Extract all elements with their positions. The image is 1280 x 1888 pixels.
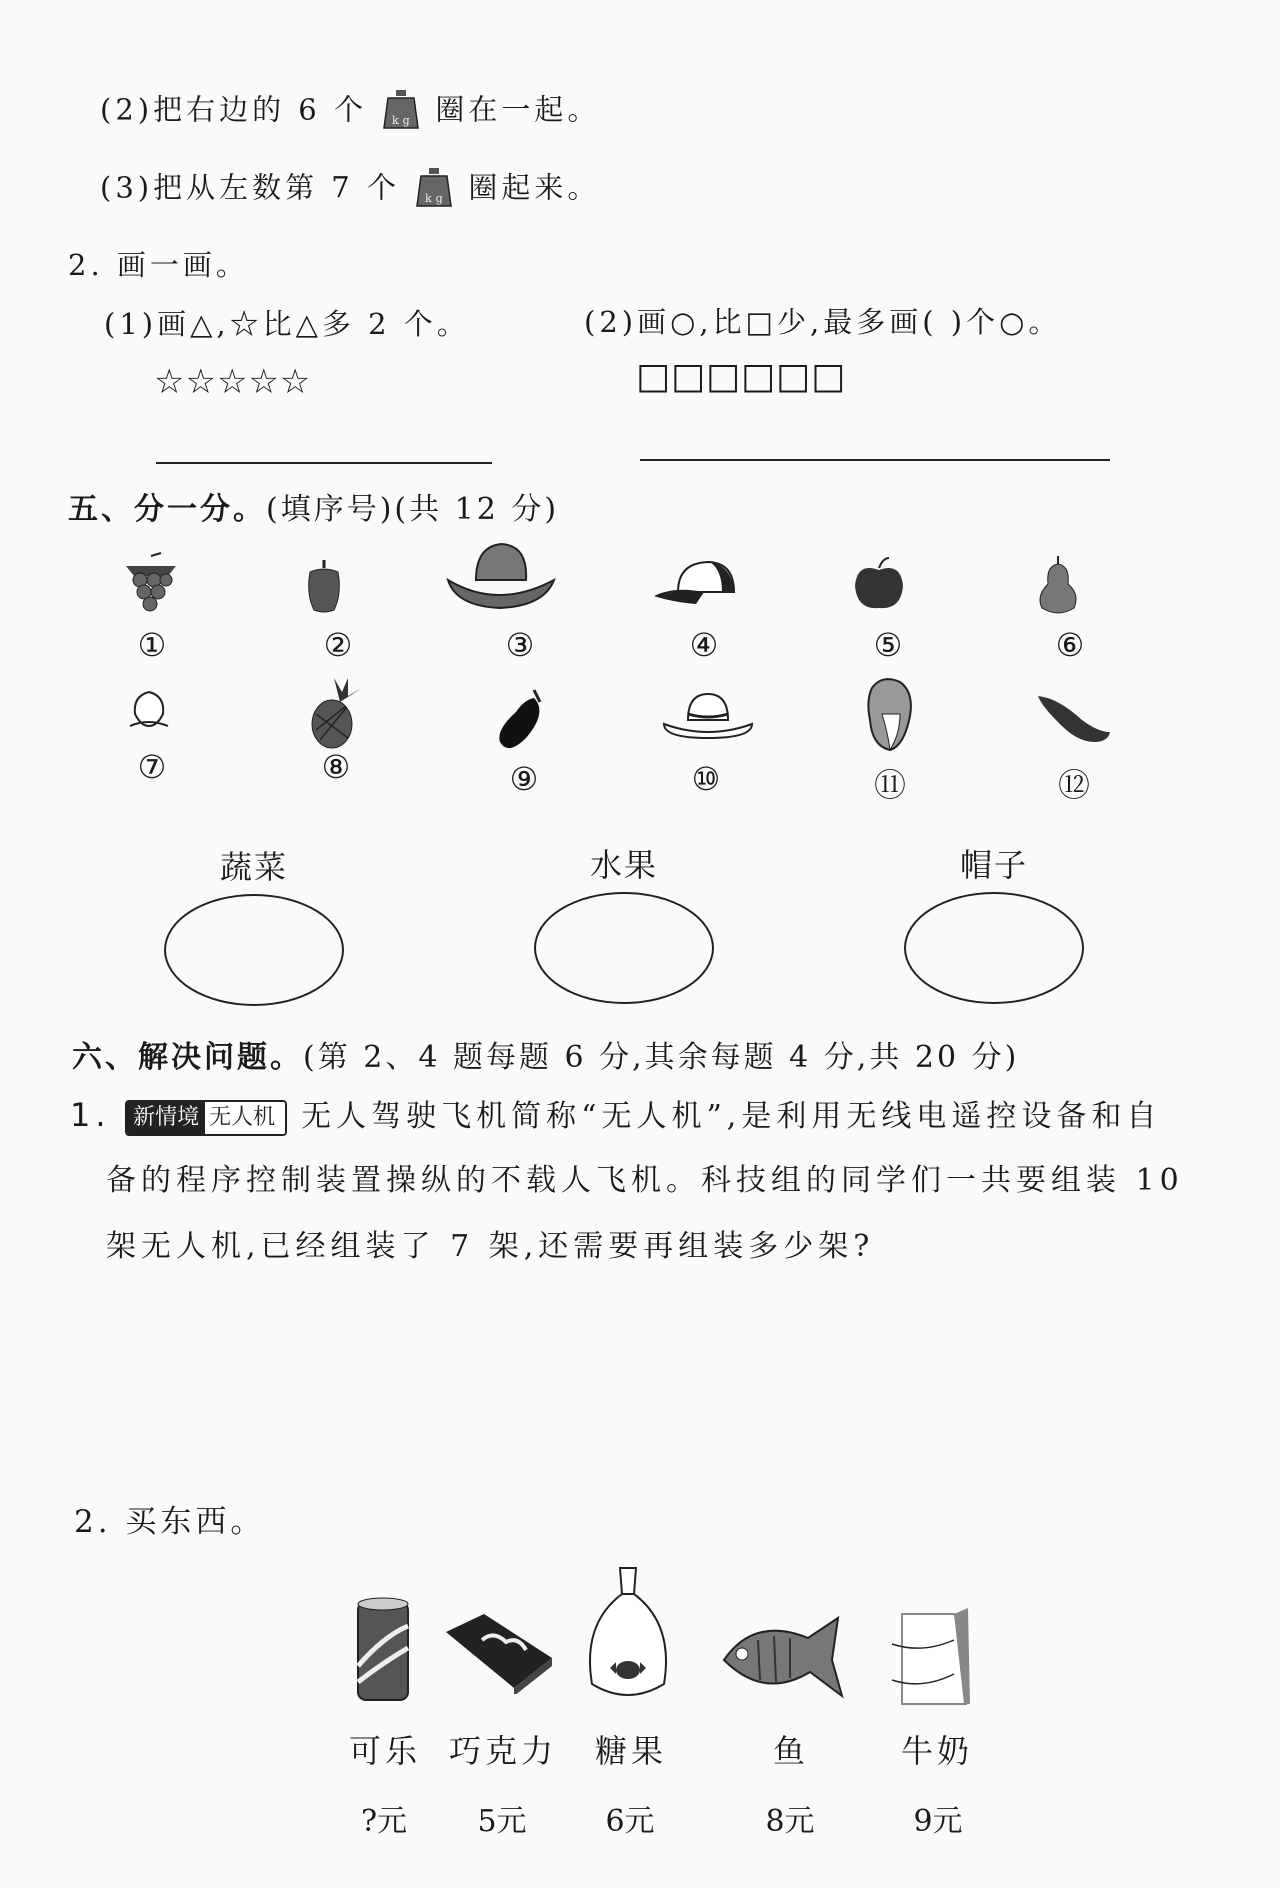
problem-1-line-1 <box>70 1082 1161 1150</box>
answer-oval-vegetables[interactable] <box>164 894 344 1006</box>
candy-bag-icon <box>588 1560 668 1708</box>
problem-1-number: 1. <box>70 1096 111 1134</box>
svg-text:kg: kg <box>392 114 414 127</box>
answer-oval-fruits[interactable] <box>534 892 714 1004</box>
eggplant-icon <box>494 686 550 754</box>
section-6-title: 六、解决问题。 <box>72 1040 303 1075</box>
sun-hat-icon <box>660 690 756 746</box>
badge-new-scenario: 新情境 <box>127 1102 205 1134</box>
section-6-header <box>72 1032 1019 1076</box>
q2-title: 2. 画一画。 <box>68 248 249 282</box>
section-5-header <box>68 484 559 528</box>
item-price-candy: 6元 <box>605 1804 655 1839</box>
category-label-fruits: 水果 <box>589 846 658 884</box>
stars-row: ☆☆☆☆☆ <box>154 362 312 402</box>
item-name-fish: 鱼 <box>772 1732 809 1770</box>
item-label: ② <box>323 626 353 664</box>
item-label: ⑧ <box>321 748 351 786</box>
badge-drone: 无人机 <box>205 1102 285 1134</box>
baseball-cap-icon <box>652 556 736 612</box>
q1-part3-text: (3)把从左数第 7 个 <box>100 170 400 205</box>
q1-part3-text-end: 圈起来。 <box>468 170 601 205</box>
milk-carton-icon <box>888 1604 974 1708</box>
item-name-milk: 牛奶 <box>900 1732 973 1770</box>
item-name-candy: 糖果 <box>594 1732 667 1770</box>
item-label: ⑫ <box>1057 766 1090 804</box>
item-label: ⑤ <box>873 626 903 664</box>
item-label: ⑪ <box>873 766 906 804</box>
cola-can-icon <box>354 1596 412 1704</box>
item-label: ④ <box>689 626 719 664</box>
item-price-cola: ?元 <box>360 1804 408 1839</box>
apple-icon <box>852 556 906 610</box>
item-label: ① <box>137 626 167 664</box>
answer-area-1[interactable] <box>100 1290 1180 1450</box>
q1-part2-text: (2)把右边的 6 个 <box>100 92 367 127</box>
problem-1-line-3: 架无人机,已经组装了 7 架,还需要再组装多少架? <box>106 1229 875 1264</box>
item-label: ⑥ <box>1055 626 1085 664</box>
answer-line-2[interactable] <box>640 459 1110 461</box>
problem-1-line-2: 备的程序控制装置操纵的不载人飞机。科技组的同学们一共要组装 10 <box>106 1163 1184 1198</box>
answer-oval-hats[interactable] <box>904 892 1084 1004</box>
q1-part2 <box>100 86 600 137</box>
item-label: ③ <box>505 626 535 664</box>
weight-icon <box>382 86 420 137</box>
chocolate-bar-icon <box>442 1610 556 1694</box>
item-name-chocolate: 巧克力 <box>448 1732 557 1770</box>
problem-1-text-1: 无人驾驶飞机简称“无人机”,是利用无线电遥控设备和自 <box>301 1099 1162 1134</box>
fish-icon <box>718 1610 852 1706</box>
item-label: ⑦ <box>137 748 167 786</box>
section-5-title: 五、分一分。 <box>68 492 266 527</box>
q1-part3 <box>100 164 600 215</box>
q2-part2-text: (2)画○,比□少,最多画( )个○。 <box>584 305 1062 339</box>
pepper-icon <box>304 558 344 614</box>
scenario-badge <box>125 1100 287 1136</box>
problem-2-title: 2. 买东西。 <box>74 1504 266 1540</box>
item-name-cola: 可乐 <box>348 1732 421 1770</box>
grapes-icon <box>122 552 180 616</box>
section-5-sub: (填序号)(共 12 分) <box>266 492 560 527</box>
cowboy-hat-icon <box>446 540 556 610</box>
answer-line-1[interactable] <box>156 462 492 464</box>
cabbage-icon <box>862 674 918 754</box>
pineapple-icon <box>304 674 366 750</box>
svg-text:kg: kg <box>425 192 447 205</box>
item-label: ⑨ <box>509 760 539 798</box>
squares-row: □□□□□□ <box>636 356 847 397</box>
peach-icon <box>126 686 172 730</box>
pear-icon <box>1036 554 1080 616</box>
item-label: ⑩ <box>691 760 721 798</box>
cucumber-icon <box>1034 690 1114 746</box>
q1-part2-text-end: 圈在一起。 <box>435 92 601 127</box>
category-label-hats: 帽子 <box>959 846 1028 884</box>
weight-icon <box>415 164 453 215</box>
category-label-vegetables: 蔬菜 <box>219 848 288 886</box>
item-price-milk: 9元 <box>913 1804 963 1839</box>
item-price-fish: 8元 <box>765 1804 815 1839</box>
section-6-sub: (第 2、4 题每题 6 分,其余每题 4 分,共 20 分) <box>303 1040 1020 1075</box>
item-price-chocolate: 5元 <box>477 1804 527 1839</box>
q2-part1-text: (1)画△,☆比△多 2 个。 <box>104 307 470 341</box>
